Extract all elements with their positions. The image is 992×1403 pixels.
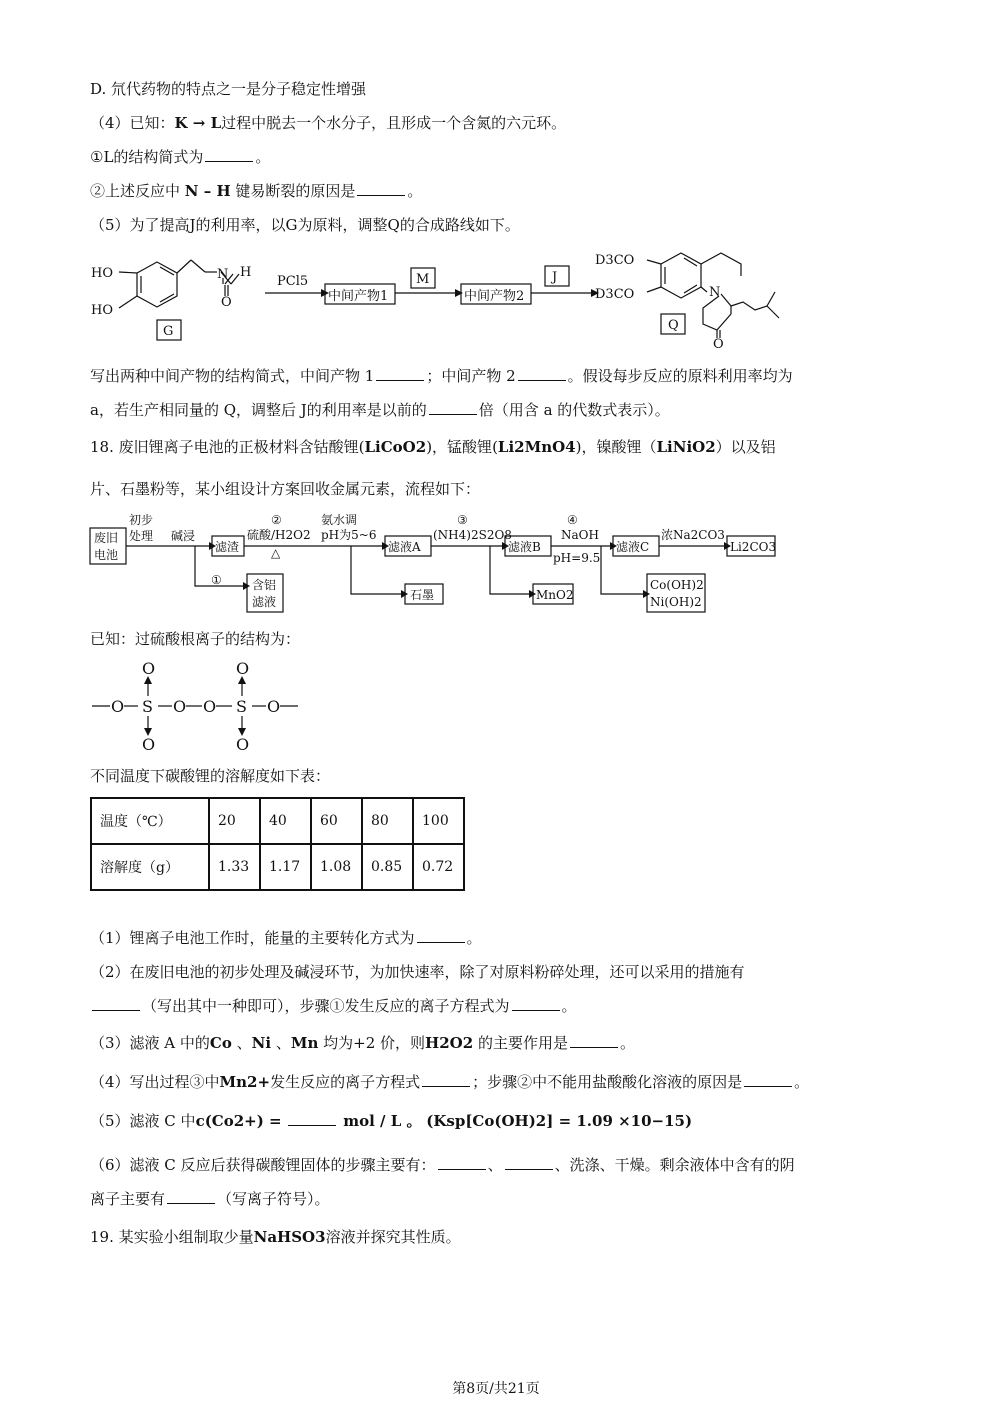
flow-naoh: NaOH [561, 528, 599, 542]
q-label: Q [668, 318, 679, 333]
persulfate-o-7: O [236, 659, 250, 678]
q17-part4-2: ②上述反应中 N – H 键易断裂的原因是 。 [90, 182, 423, 200]
q-n: N [709, 285, 721, 300]
flow-battery-1: 废旧 [94, 531, 119, 545]
table-cell: 20 [209, 798, 260, 844]
table-cell: 温度（℃） [91, 798, 209, 844]
table-cell: 1.33 [209, 844, 260, 890]
g-label: G [163, 324, 174, 339]
q18-sub4: （4）写出过程③中Mn2+发生反应的离子方程式 ；步骤②中不能用盐酸酸化溶液的原因是 。 [90, 1073, 810, 1091]
process-flow [85, 508, 785, 616]
m-label: M [416, 272, 430, 287]
persulfate-o-4: O [267, 697, 281, 716]
q18-intro-2: 片、石墨粉等，某小组设计方案回收金属元素，流程如下： [90, 480, 481, 498]
flow-pre-2: 处理 [129, 529, 154, 543]
table-cell: 1.08 [311, 844, 362, 890]
flow-delta: △ [271, 546, 281, 560]
reagent-pcl5: PCl5 [277, 274, 309, 289]
intermediate-2: 中间产物2 [464, 289, 525, 304]
flow-na2co3: 浓Na2CO3 [661, 528, 725, 542]
q18-sub1: （1）锂离子电池工作时，能量的主要转化方式为 。 [90, 929, 482, 947]
g-ho-1: HO [91, 266, 113, 281]
table-cell: 80 [362, 798, 413, 844]
flow-graphite: 石墨 [410, 588, 435, 602]
table-cell: 0.85 [362, 844, 413, 890]
q18-sub2-b: （写出其中一种即可），步骤①发生反应的离子方程式为 。 [90, 995, 577, 1016]
persulfate-structure [90, 658, 306, 754]
flow-nih: Ni(OH)2 [650, 595, 702, 609]
flow-mno2: MnO2 [536, 588, 574, 602]
q18-sub3: （3）滤液 A 中的Co 、Ni 、Mn 均为+2 价，则H2O2 的主要作用是 。 [90, 1034, 635, 1052]
g-h: H [240, 265, 252, 280]
d3co-2: D3CO [595, 287, 635, 302]
persulfate-s-1: S [142, 697, 153, 716]
flow-ph: pH=9.5 [553, 551, 601, 565]
q18-sub2-a: （2）在废旧电池的初步处理及碱浸环节，为加快速率，除了对原料粉碎处理，还可以采用的措施有 [90, 963, 745, 981]
flow-filtrate-b: 滤液B [508, 540, 541, 554]
q17-part4-1: ①L的结构简式为 。 [90, 148, 271, 166]
solubility-table [90, 797, 465, 891]
q17-part4: （4）已知：K → L过程中脱去一个水分子，且形成一个含氮的六元环。 [90, 114, 567, 132]
table-row [91, 798, 464, 844]
flow-filtrate-c: 滤液C [616, 540, 650, 554]
j-label: J [552, 270, 558, 285]
flow-acid: 硫酸/H2O2 [247, 528, 311, 542]
table-cell: 60 [311, 798, 362, 844]
q19-intro: 19. 某实验小组制取少量NaHSO3溶液并探究其性质。 [90, 1228, 461, 1246]
q18-known: 已知：过硫酸根离子的结构为： [90, 630, 301, 648]
table-cell: 1.17 [260, 844, 311, 890]
persulfate-s-2: S [236, 697, 247, 716]
table-cell: 0.72 [413, 844, 464, 890]
q18-intro-1: 18. 废旧锂离子电池的正极材料含钴酸锂(LiCoO2)，锰酸锂(Li2MnO4)，镍酸锂（LiNiO2）以及铝 [90, 438, 776, 456]
synthesis-scheme [85, 248, 805, 350]
intermediate-1: 中间产物1 [328, 289, 389, 304]
page-footer: 第8页/共21页 [452, 1381, 540, 1397]
q18-sub6-b: 离子主要有 （写离子符号）。 [90, 1190, 330, 1208]
flow-ammonia-1: 氨水调 [321, 513, 358, 527]
flow-filtrate-a: 滤液A [388, 540, 421, 554]
flow-al-2: 滤液 [252, 595, 277, 609]
table-cell: 溶解度（g） [91, 844, 209, 890]
flow-coh: Co(OH)2 [650, 578, 704, 592]
flow-battery-2: 电池 [94, 548, 119, 562]
g-o: O [221, 295, 232, 310]
flow-al-1: 含铝 [252, 578, 277, 592]
persulfate-o-2: O [173, 697, 187, 716]
persulfate-o-3: O [203, 697, 217, 716]
q17-part5-text1: 写出两种中间产物的结构简式，中间产物 1 ；中间产物 2 。假设每步反应的原料利用率均为 [90, 367, 793, 385]
q18-sub6-a: （6）滤液 C 反应后获得碳酸锂固体的步骤主要有： 、 、洗涤、干燥。剩余液体中含有的阴 [90, 1156, 795, 1174]
flow-step-3: ③ [457, 513, 468, 527]
g-n: N [217, 267, 229, 282]
table-cell: 40 [260, 798, 311, 844]
g-ho-2: HO [91, 303, 113, 318]
flow-ammonia-2: pH为5~6 [321, 528, 377, 542]
q17-part5-text2: a，若生产相同量的 Q，调整后 J的利用率是以前的 倍（用含 a 的代数式表示）。 [90, 401, 670, 419]
option-d: D. 氘代药物的特点之一是分子稳定性增强 [90, 80, 367, 98]
flow-step-1: ① [211, 573, 222, 587]
flow-alkali: 碱浸 [171, 529, 196, 543]
d3co-1: D3CO [595, 253, 635, 268]
table-caption: 不同温度下碳酸锂的溶解度如下表： [90, 767, 331, 785]
flow-li2co3: Li2CO3 [730, 540, 777, 554]
persulfate-o-1: O [111, 697, 125, 716]
table-cell: 100 [413, 798, 464, 844]
flow-step-4: ④ [567, 513, 578, 527]
flow-step-2: ② [271, 513, 282, 527]
persulfate-o-6: O [142, 735, 156, 754]
table-row [91, 844, 464, 890]
flow-persulfate: (NH4)2S2O8 [433, 528, 512, 542]
q18-sub5: （5）滤液 C 中c(Co2+) = mol / L 。 (Ksp[Co(OH)2] = 1.09 ×10−15) [90, 1112, 693, 1130]
flow-pre-1: 初步 [129, 513, 154, 527]
q-o: O [713, 337, 724, 350]
persulfate-o-8: O [236, 735, 250, 754]
q17-part5: （5）为了提高J的利用率，以G为原料，调整Q的合成路线如下。 [90, 216, 520, 234]
flow-residue: 滤渣 [215, 540, 240, 554]
persulfate-o-5: O [142, 659, 156, 678]
